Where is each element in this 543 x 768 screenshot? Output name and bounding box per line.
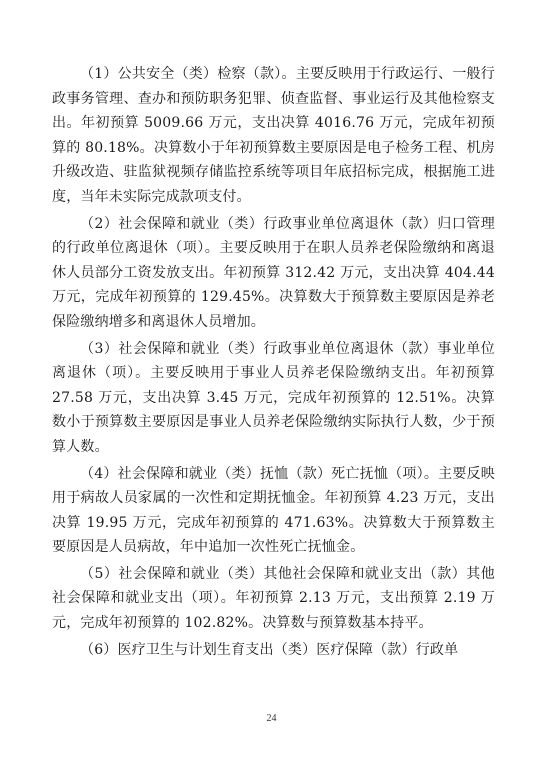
page-number: 24 [266, 713, 277, 724]
paragraph-medical-care: （6）医疗卫生与计划生育支出（类）医疗保障（款）行政单 [80, 641, 459, 658]
paragraph-institution-retirement: （3）社会保障和就业（类）行政事业单位离退休（款）事业单位离退休（项）。主要反映用于事业人员养老保险缴纳支出。年初预算 27.58 万元，支出决算 3.45 万元，完成年初预算的 12.51%。决算数小于预算数主要原因是事业人员养老保险缴纳实际执行人数，少于预算人数。 [52, 340, 495, 455]
paragraph-death-pension: （4）社会保障和就业（类）抚恤（款）死亡抚恤（项）。主要反映用于病故人员家属的一次性和定期抚恤金。年初预算 4.23 万元，支出决算 19.95 万元，完成年初预算的 471.63%。决算数大于预算数主要原因是人员病故，年中追加一次性死亡抚恤金。 [52, 465, 495, 556]
paragraph-other-social-security: （5）社会保障和就业（类）其他社会保障和就业支出（款）其他社会保障和就业支出（项）。年初预算 2.13 万元，支出预算 2.19 万元，完成年初预算的 102.82%。决算数与预算数基本持平。 [52, 565, 495, 632]
paragraph-public-security: （1）公共安全（类）检察（款）。主要反映用于行政运行、一般行政事务管理、查办和预防职务犯罪、侦查监督、事业运行及其他检察支出。年初预算 5009.66 万元，支出决算 4016.76 万元，完成年初预算的 80.18%。决算数小于年初预算数主要原因是电子检务工程、机房升级改造、驻监狱视频存储监控系统等项目年底招标完成，根据施工进度，当年未实际完成款项支付。 [52, 66, 495, 205]
paragraph-admin-retirement: （2）社会保障和就业（类）行政事业单位离退休（款）归口管理的行政单位离退休（项）。主要反映用于在职人员养老保险缴纳和离退休人员部分工资发放支出。年初预算 312.42 万元，支出决算 404.44 万元，完成年初预算的 129.45%。决算数大于预算数主要原因是养老保险缴纳增多和离退休人员增加。 [52, 215, 495, 330]
document-body [52, 62, 495, 664]
